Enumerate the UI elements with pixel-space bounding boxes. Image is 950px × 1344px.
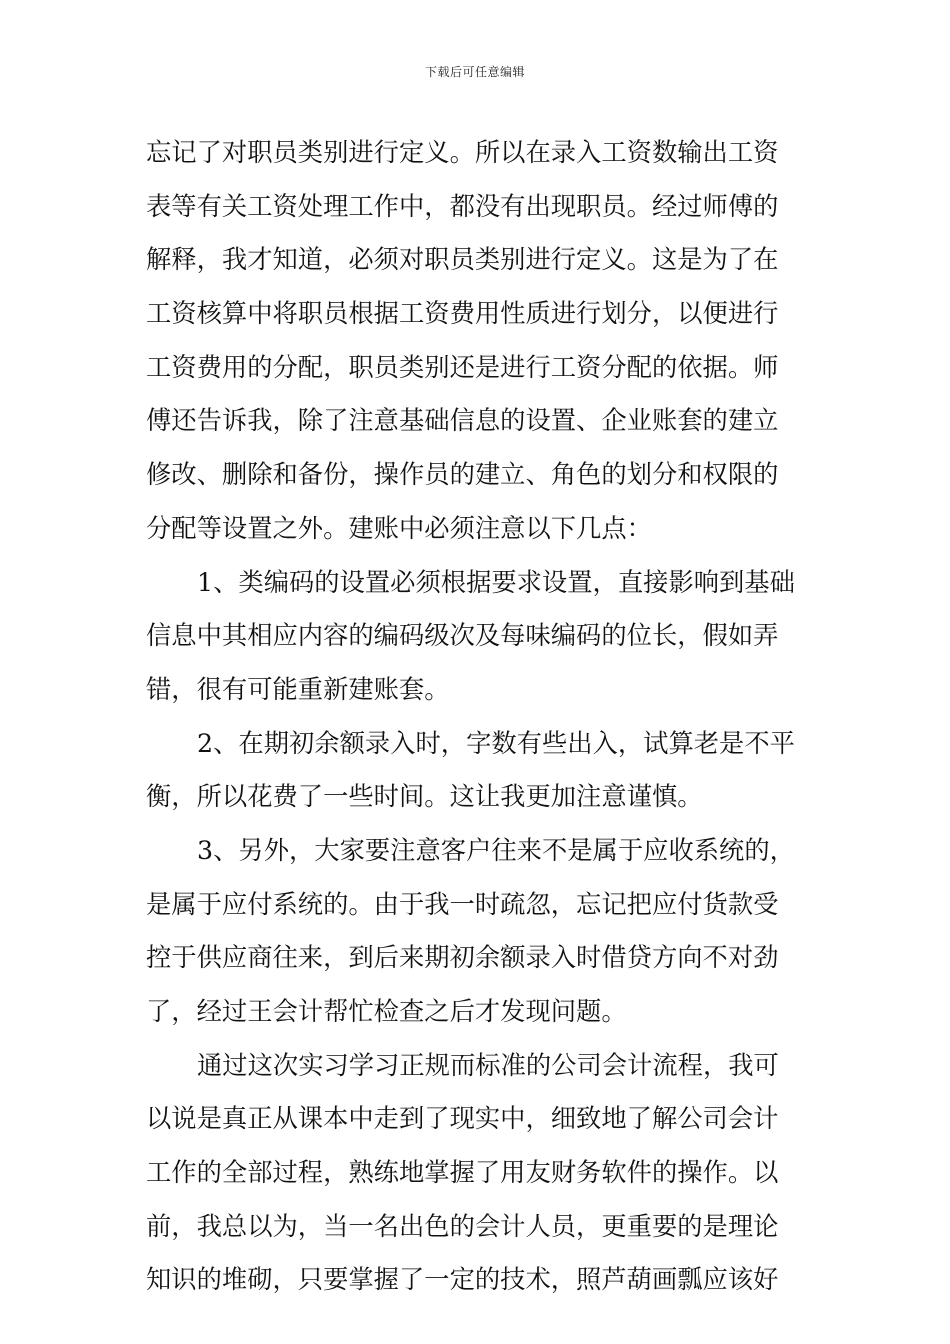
text-line: 工资费用的分配，职员类别还是进行工资分配的依据。师 <box>146 352 779 382</box>
text-line: 通过这次实习学习正规而标准的公司会计流程，我可 <box>197 1050 779 1080</box>
text-line: 1、类编码的设置必须根据要求设置，直接影响到基础 <box>197 567 795 597</box>
text-line: 工作的全部过程，熟练地掌握了用友财务软件的操作。以 <box>146 1158 779 1188</box>
text-line: 错，很有可能重新建账套。 <box>146 674 450 704</box>
text-line: 前，我总以为，当一名出色的会计人员，更重要的是理论 <box>146 1211 779 1241</box>
text-line: 了，经过王会计帮忙检查之后才发现问题。 <box>146 997 627 1026</box>
text-line: 控于供应商往来，到后来期初余额录入时借贷方向不对劲 <box>146 943 779 973</box>
text-line: 3、另外，大家要注意客户往来不是属于应收系统的， <box>197 835 795 865</box>
text-line: 忘记了对职员类别进行定义。所以在录入工资数输出工资 <box>146 138 779 167</box>
text-line: 衡，所以花费了一些时间。这让我更加注意谨慎。 <box>146 782 703 812</box>
text-line: 信息中其相应内容的编码级次及每味编码的位长，假如弄 <box>146 621 779 651</box>
body-text <box>146 126 810 1307</box>
text-line: 修改、删除和备份，操作员的建立、角色的划分和权限的 <box>146 460 779 490</box>
text-line: 解释，我才知道，必须对职员类别进行定义。这是为了在 <box>146 245 779 275</box>
text-line: 表等有关工资处理工作中，都没有出现职员。经过师傅的 <box>146 191 779 221</box>
text-line: 分配等设置之外。建账中必须注意以下几点： <box>146 513 652 543</box>
text-line: 是属于应付系统的。由于我一时疏忽，忘记把应付货款受 <box>146 889 779 919</box>
text-line: 知识的堆砌，只要掌握了一定的技术，照芦葫画瓢应该好 <box>146 1265 779 1295</box>
text-line: 工资核算中将职员根据工资费用性质进行划分，以便进行 <box>146 299 779 329</box>
text-line: 傅还告诉我，除了注意基础信息的设置、企业账套的建立 <box>146 406 779 436</box>
page-header: 下载后可任意编辑 <box>424 65 525 79</box>
text-line: 以说是真正从课本中走到了现实中，细致地了解公司会计 <box>146 1104 779 1134</box>
text-line: 2、在期初余额录入时，字数有些出入，试算老是不平 <box>197 728 795 758</box>
